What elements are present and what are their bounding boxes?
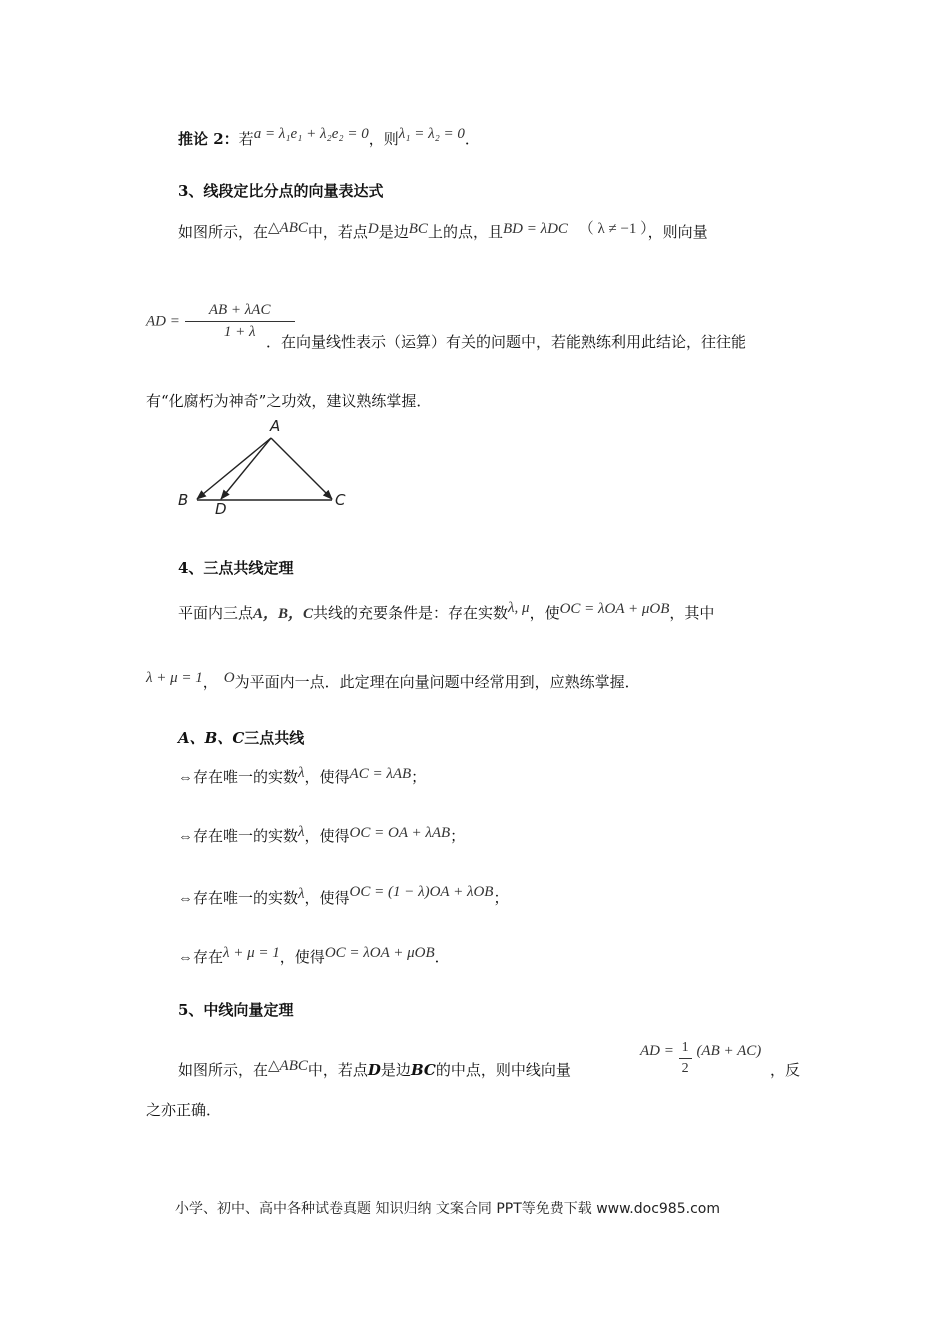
text: 中，若点 [307,223,368,241]
variable: λ [298,824,305,840]
section-5-paragraph-line-2: 之亦正确． [146,1101,222,1119]
segment-a-d [221,438,271,499]
label-a: A [270,417,281,435]
text: 平面内三点 [178,604,254,622]
text: 三点共线 [244,729,305,747]
variable: λ + μ = 1 [223,945,280,961]
fraction-denominator: 1 + λ [223,324,256,340]
equivalence-line-4 [178,946,450,967]
segment-a-b [197,438,271,499]
equivalence-line-3 [178,884,509,908]
lambda-mu: λ, μ [508,600,530,616]
points-abc-sub: A、B、C [178,729,245,747]
triangle-abc: △ABC [268,1058,308,1074]
text: 是边 [380,1061,411,1079]
equivalence-line-1 [178,766,426,787]
text: ，使得 [304,889,350,907]
text: ； [411,768,427,786]
corollary-equation-1: a = λ₁e₁ + λ₂e₂ = 0 [253,126,369,142]
segment-a-c [271,438,332,499]
section-4-paragraph-line-2 [146,671,640,692]
text: ，使得 [304,827,350,845]
label-b: B [178,491,189,509]
variable: λ [298,765,305,781]
ad-rhs: (AB + AC) [696,1042,762,1059]
oc-equation: OC = λOA + μOB [559,601,670,617]
text: ，其中 [669,604,715,622]
section-3-heading: 3、线段定比分点的向量表达式 [178,182,384,200]
fraction-numerator: AB + λAC [185,302,295,322]
iff-icon: ⇔ [178,950,193,966]
iff-icon: ⇔ [178,891,193,907]
text: 共线的充要条件是：存在实数 [313,604,509,622]
text: 上的点，且 [427,223,503,241]
section-4-heading: 4、三点共线定理 [178,559,294,577]
iff-icon: ⇔ [178,770,193,786]
section-3-paragraph-line-3: 有“化腐朽为神奇”之功效，建议熟练掌握． [146,392,432,410]
text: 存在唯一的实数 [193,827,299,845]
text: 如图所示，在 [178,1061,269,1079]
period: ． [464,130,480,148]
text: 存在唯一的实数 [193,768,299,786]
equation: OC = λOA + μOB [324,945,435,961]
half-fraction [679,1040,692,1077]
text: 存在 [193,948,224,966]
ze-text: ，则 [368,130,399,148]
point-o: O [223,670,235,686]
iff-icon: ⇔ [178,829,193,845]
corollary-equation-2: λ₁ = λ₂ = 0 [398,126,465,142]
lambda-condition: （ λ ≠ −1 ） [578,221,648,237]
section-3-paragraph-line-1 [178,221,708,242]
triangle-abc: △ABC [268,220,308,236]
triangle-figure [170,414,360,519]
text: ； [450,827,466,845]
variable: λ [298,886,305,902]
equation: AC = λAB [349,766,412,782]
text: ； [493,889,509,907]
fraction-numerator: 1 [679,1040,692,1059]
section-4-paragraph-line-1 [178,602,714,623]
segment-bc: BC [410,1061,436,1079]
bd-equation: BD = λDC [502,221,568,237]
point-d: D [367,1061,381,1079]
text: 存在唯一的实数 [193,889,299,907]
text: 为平面内一点．此定理在向量问题中经常用到，应熟练掌握． [234,673,640,691]
text: ． [434,948,450,966]
section-5-comma-fan: ，反 [770,1061,801,1079]
text: 的中点，则中线向量 [435,1061,571,1079]
section-5-paragraph-line-1 [178,1059,571,1080]
equivalence-line-2 [178,825,465,846]
ruo-text: 若 [238,130,254,148]
fraction-denominator: 2 [681,1061,689,1076]
corollary-2-line [178,128,480,149]
text: ，使 [529,604,560,622]
median-formula [640,1040,761,1077]
text: ， [202,673,218,691]
segment-bc: BC [408,221,428,237]
equation: OC = (1 − λ)OA + λOB [349,884,494,900]
text: 是边 [378,223,409,241]
corollary-label: 推论 2： [178,130,239,148]
section-3-paragraph-line-2: ．在向量线性表示（运算）有关的问题中，若能熟练利用此结论，往往能 [266,333,747,351]
section-5-heading: 5、中线向量定理 [178,1001,294,1019]
points-abc: A，B，C [253,606,314,622]
label-c: C [335,491,346,509]
page-footer: 小学、初中、高中各种试卷真题 知识归纳 文案合同 PPT等免费下载 www.doc985.com [175,1201,720,1217]
ad-lhs: AD = [640,1042,674,1059]
equation: OC = OA + λAB [349,825,451,841]
lambda-mu-sum: λ + μ = 1 [146,670,203,686]
text: 中，若点 [307,1061,368,1079]
text: ，使得 [304,768,350,786]
label-d: D [215,500,227,518]
ad-lhs: AD = [146,313,180,330]
point-d: D [367,221,379,237]
text: 如图所示，在 [178,223,269,241]
text: ，使得 [279,948,325,966]
collinear-subheading [178,727,304,748]
text: ，则向量 [647,223,708,241]
